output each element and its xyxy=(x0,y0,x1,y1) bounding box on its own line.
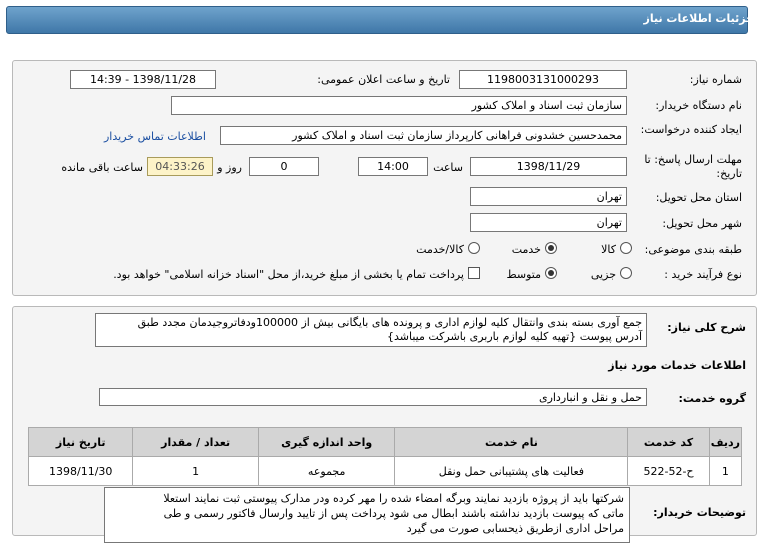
category-label: طبقه بندی موضوعی: xyxy=(644,243,742,256)
city-field: تهران xyxy=(470,213,627,232)
deadline-label: مهلت ارسال پاسخ: تا تاریخ: xyxy=(644,153,742,180)
buyer-notes-field xyxy=(104,487,630,543)
col-need-date: تاریخ نیاز xyxy=(29,428,133,457)
services-table xyxy=(28,427,742,486)
deadline-date-field: 1398/11/29 xyxy=(470,157,627,176)
remaining-label: ساعت باقی مانده xyxy=(61,161,143,174)
treasury-payment-note: پرداخت تمام یا بخشی از مبلغ خرید،از محل "اسناد خزانه اسلامی" خواهد بود. xyxy=(113,268,464,281)
service-group-field: حمل و نقل و انبارداری xyxy=(99,388,647,406)
need-number-label: شماره نیاز: xyxy=(689,73,742,86)
buyer-org-label: نام دستگاه خریدار: xyxy=(655,99,742,112)
col-service-name: نام خدمت xyxy=(395,428,628,457)
summary-line-1: جمع آوری بسته بندی وانتقال کلیه لوازم اداری و پرونده های بایگانی بیش از 100000ودفاتروجیدمان مجدد طبق xyxy=(137,316,642,329)
city-label: شهر محل تحویل: xyxy=(662,217,742,230)
col-service-code: کد خدمت xyxy=(628,428,709,457)
category-radio-service[interactable] xyxy=(545,242,557,254)
cell-row-number: 1 xyxy=(709,457,741,486)
buyer-notes-line-1: شرکتها باید از پروژه بازدید نمایند وبرگه امضاء شده را مهر کرده ودر مدارک پیوستی ثبت نمایند استعلا xyxy=(163,492,624,505)
province-field: تهران xyxy=(470,187,627,206)
need-number-field: 1198003131000293 xyxy=(459,70,627,89)
category-radio-goods[interactable] xyxy=(620,242,632,254)
deadline-time-field: 14:00 xyxy=(358,157,428,176)
deadline-time-label: ساعت xyxy=(433,161,463,174)
days-label: روز و xyxy=(217,161,242,174)
category-option-goods-service: کالا/خدمت xyxy=(416,243,464,256)
days-field: 0 xyxy=(249,157,319,176)
creator-field: محمدحسین خشدونی فراهانی کارپرداز سازمان ثبت اسناد و املاک کشور xyxy=(220,126,627,145)
process-option-minor: جزیی xyxy=(590,268,616,281)
col-row-number: ردیف xyxy=(709,428,741,457)
category-option-goods: کالا xyxy=(601,243,616,256)
cell-service-code: ح-52-522 xyxy=(628,457,709,486)
buyer-org-field: سازمان ثبت اسناد و املاک کشور xyxy=(171,96,627,115)
buyer-notes-line-2: ماتی که پیوست بازدید نداشته باشند ابطال می شود پرداخت پس از تایید وارسال فاکتور رسمی و طی xyxy=(163,507,624,520)
process-option-medium: متوسط xyxy=(506,268,541,281)
category-radio-goods-service[interactable] xyxy=(468,242,480,254)
cell-quantity: 1 xyxy=(133,457,258,486)
service-group-label: گروه خدمت: xyxy=(678,392,746,405)
table-row xyxy=(29,457,742,486)
process-label: نوع فرآیند خرید : xyxy=(664,268,742,281)
summary-field xyxy=(95,313,647,347)
province-label: استان محل تحویل: xyxy=(655,191,742,204)
announce-date-field: 1398/11/28 - 14:39 xyxy=(70,70,216,89)
cell-service-name: فعالیت های پشتیبانی حمل ونقل xyxy=(395,457,628,486)
cell-unit: مجموعه xyxy=(258,457,395,486)
category-option-service: خدمت xyxy=(511,243,541,256)
page-header xyxy=(6,6,748,34)
process-radio-minor[interactable] xyxy=(620,267,632,279)
col-unit: واحد اندازه گیری xyxy=(258,428,395,457)
process-radio-medium[interactable] xyxy=(545,267,557,279)
table-header-row xyxy=(29,428,742,457)
buyer-contact-link[interactable]: اطلاعات تماس خریدار xyxy=(104,130,206,143)
summary-line-2: آدرس پیوست {تهیه کلیه لوازم باربری باشرکت میباشد} xyxy=(387,330,642,343)
creator-label: ایجاد کننده درخواست: xyxy=(640,123,742,136)
buyer-notes-line-3: مراحل اداری ازطریق ذیحسابی صورت می گیرد xyxy=(406,522,624,535)
treasury-payment-checkbox[interactable] xyxy=(468,267,480,279)
announce-label: تاریخ و ساعت اعلان عمومی: xyxy=(317,73,450,86)
page-title: جزئیات اطلاعات نیاز xyxy=(643,12,754,25)
services-section-title: اطلاعات خدمات مورد نیاز xyxy=(608,359,746,372)
buyer-notes-label: توضیحات خریدار: xyxy=(653,506,746,519)
cell-need-date: 1398/11/30 xyxy=(29,457,133,486)
remaining-timer: 04:33:26 xyxy=(147,157,213,176)
summary-label: شرح کلی نیاز: xyxy=(667,321,746,334)
col-quantity: تعداد / مقدار xyxy=(133,428,258,457)
